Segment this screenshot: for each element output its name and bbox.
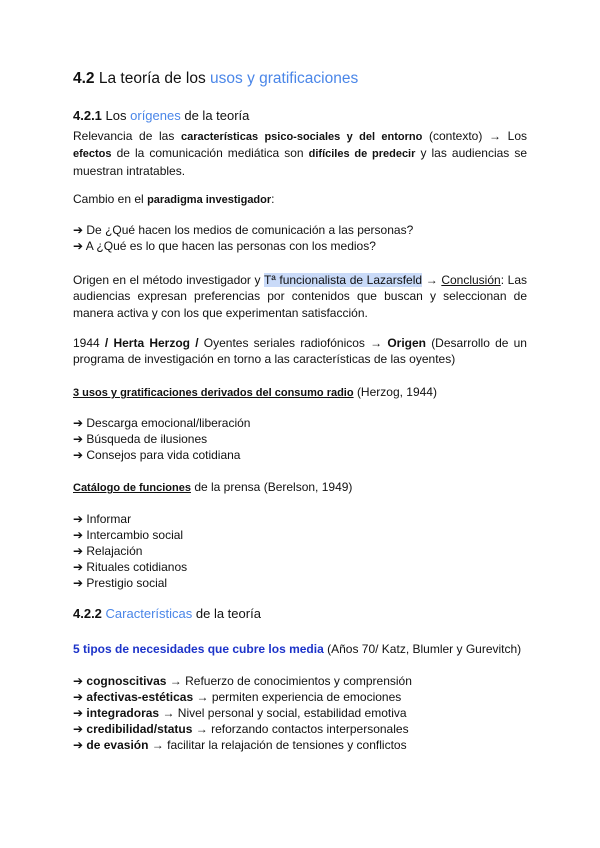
text: de la prensa (Berelson, 1949) (194, 480, 353, 494)
subsection-title-post: de la teoría (184, 108, 250, 123)
herzog-paragraph (73, 335, 527, 368)
text: → (425, 273, 438, 287)
list-item: ➔ Intercambio social (73, 528, 184, 542)
list-item: ➔ Informar (73, 512, 132, 526)
need-name: credibilidad/status (86, 722, 193, 736)
subsection-number: 4.2.2 (73, 606, 102, 621)
paradigm-line (73, 192, 275, 209)
text: (Desarrollo de un programa de investigación en torno a las características de las oyentes) (73, 336, 527, 367)
text: (contexto) → Los (428, 129, 527, 143)
needs-item (73, 738, 407, 754)
text: Cambio en el (73, 192, 144, 206)
text: Oyentes seriales radiofónicos → (203, 336, 383, 350)
bold-text: difíciles de predecir (308, 148, 416, 161)
arrow-icon: ➔ (73, 690, 84, 704)
subsection-heading-characteristics (73, 606, 261, 621)
need-description: → permiten experiencia de emociones (196, 690, 402, 704)
bold-text: Herta Herzog (113, 336, 191, 350)
text: : (271, 192, 275, 206)
text: Origen en el método investigador y (73, 273, 261, 287)
conclusion-link[interactable]: Conclusión (441, 273, 501, 287)
highlighted-text: Tª funcionalista de Lazarsfeld (263, 273, 423, 287)
needs-item (73, 674, 412, 690)
question-item: ➔ De ¿Qué hacen los medios de comunicación a las personas? (73, 223, 414, 237)
list-item: ➔ Consejos para vida cotidiana (73, 448, 241, 462)
list-item: ➔ Prestigio social (73, 576, 168, 590)
text: de la comunicación mediática son (116, 146, 304, 161)
list-item: ➔ Relajación (73, 544, 143, 558)
origin-paragraph (73, 272, 527, 321)
text: Relevancia de las (73, 129, 175, 143)
need-description: → Refuerzo de conocimientos y comprensión (169, 674, 412, 688)
subsection-title-pre: Los (105, 108, 127, 123)
need-name: integradoras (86, 706, 160, 720)
separator: / (104, 336, 109, 350)
bold-text: características psico-sociales y del entorno (181, 131, 423, 143)
bold-underlined-text: 3 usos y gratificaciones derivados del consumo radio (73, 387, 354, 399)
needs-heading (73, 642, 521, 658)
arrow-icon: ➔ (73, 706, 84, 720)
need-description: → facilitar la relajación de tensiones y conflictos (151, 738, 407, 752)
need-name: de evasión (86, 738, 149, 752)
subsection-number: 4.2.1 (73, 108, 102, 123)
needs-item (73, 706, 407, 722)
uses-heading (73, 385, 437, 402)
need-description: → reforzando contactos interpersonales (195, 722, 409, 736)
separator: / (195, 336, 199, 350)
arrow-icon: ➔ (73, 674, 84, 688)
list-item: ➔ Descarga emocional/liberación (73, 416, 251, 430)
bold-text: paradigma investigador (147, 194, 272, 206)
arrow-icon: ➔ (73, 722, 84, 736)
bold-text: Origen (387, 336, 426, 350)
subsection-title-post: de la teoría (195, 606, 261, 621)
catalog-heading (73, 480, 352, 497)
bold-underlined-text: Catálogo de funciones (73, 482, 191, 494)
section-heading (73, 70, 358, 88)
needs-item (73, 690, 401, 706)
subsection-heading-origins (73, 108, 249, 123)
text: 1944 (73, 336, 100, 350)
subsection-title-accent: orígenes (130, 108, 181, 123)
text: y las audiencias se muestran intratables. (73, 146, 528, 178)
question-item: ➔ A ¿Qué es lo que hacen las personas con los medios? (73, 239, 376, 253)
text: (Años 70/ Katz, Blumler y Gurevitch) (327, 642, 522, 656)
text: (Herzog, 1944) (356, 385, 437, 399)
section-title-accent: usos y gratificaciones (210, 70, 359, 87)
section-number: 4.2 (73, 70, 95, 87)
subsection-title-accent: Características (105, 606, 193, 621)
relevance-paragraph (73, 128, 527, 179)
list-item: ➔ Rituales cotidianos (73, 560, 188, 574)
bold-text: efectos (73, 148, 112, 161)
need-description: → Nivel personal y social, estabilidad emotiva (162, 706, 407, 720)
section-title-plain: La teoría de los (98, 70, 206, 87)
text: : Las audiencias expresan preferencias por contenidos que buscan y seleccionan de manera activa y con los que experimentan satisfacción. (73, 273, 527, 320)
bold-blue-text: 5 tipos de necesidades que cubre los media (73, 642, 324, 656)
needs-item (73, 722, 409, 738)
arrow-icon: ➔ (73, 738, 84, 752)
need-name: cognoscitivas (86, 674, 167, 688)
list-item: ➔ Búsqueda de ilusiones (73, 432, 208, 446)
need-name: afectivas-estéticas (86, 690, 194, 704)
